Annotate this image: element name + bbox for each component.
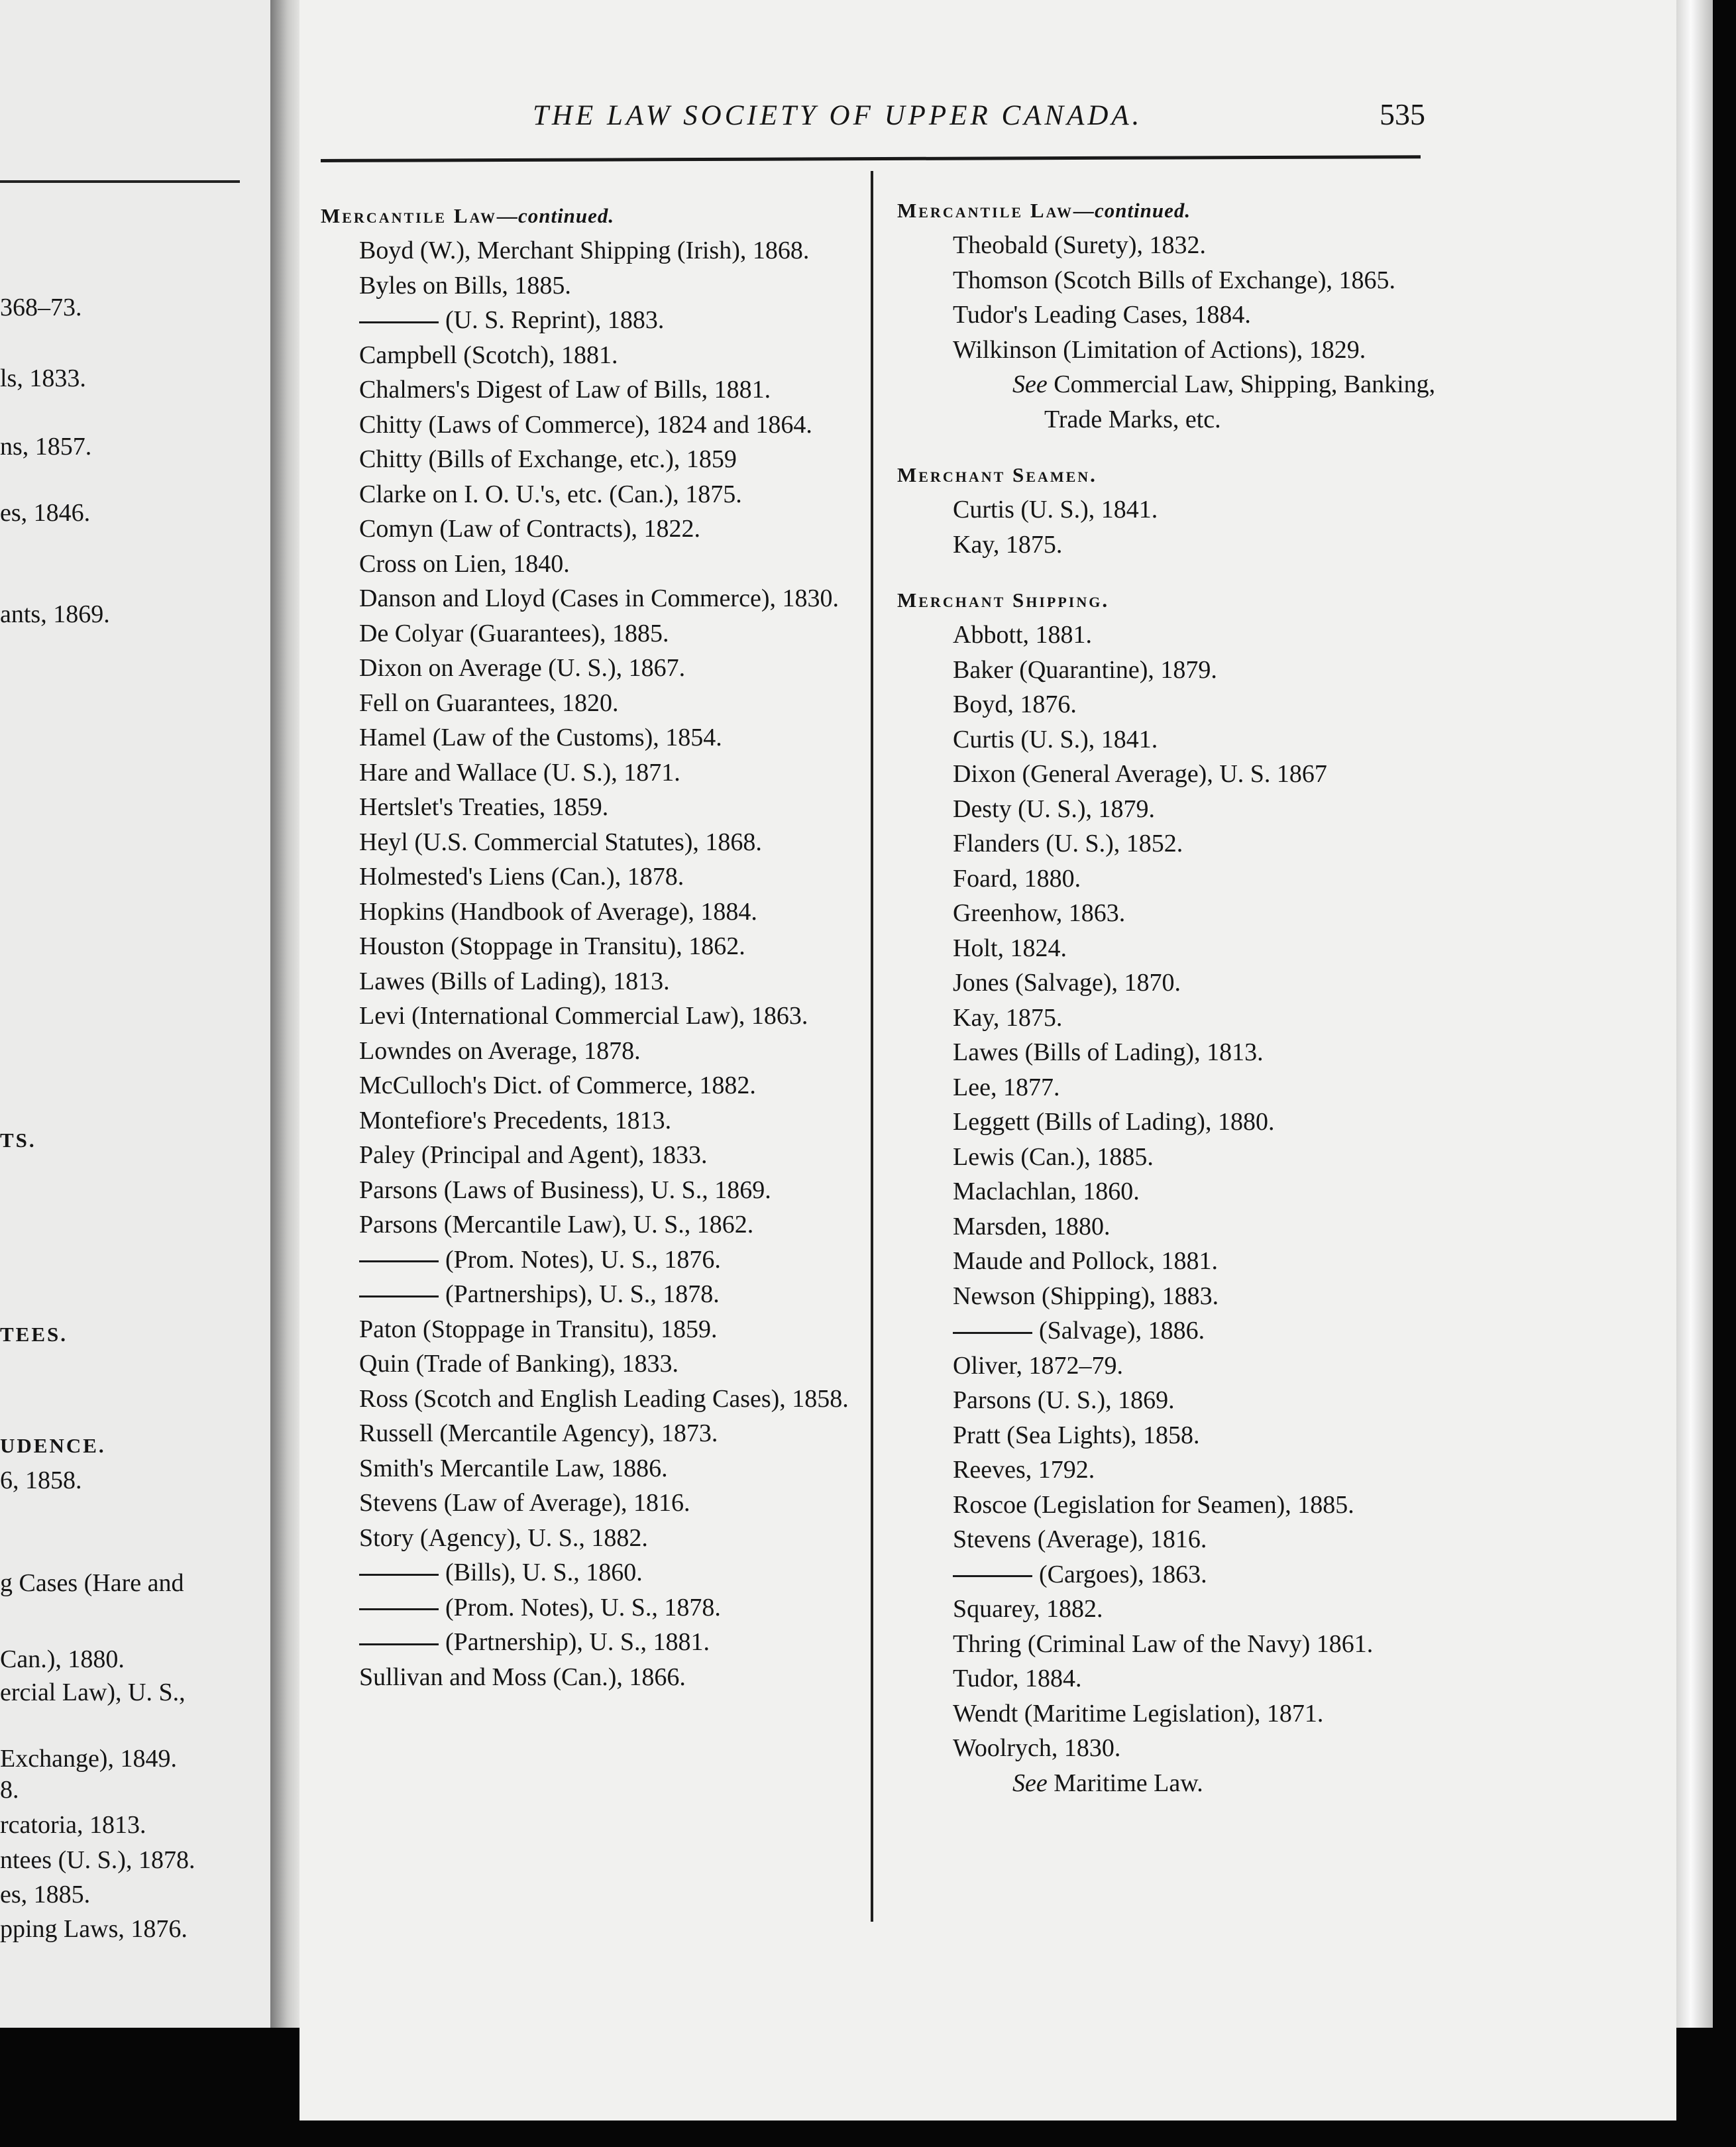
facing-page-text: rcatoria, 1813. <box>0 1811 146 1839</box>
list-item <box>897 687 1440 722</box>
entry-text: Tudor, 1884. <box>953 1665 1082 1692</box>
list-item <box>897 861 1440 897</box>
list-item <box>321 372 871 408</box>
book-gutter <box>270 0 299 2028</box>
entry-text: Parsons (Laws of Business), U. S., 1869. <box>359 1176 771 1204</box>
ditto-dash <box>359 321 439 323</box>
section-heading-mercantile-law: Mercantile Law—continued. <box>321 204 615 227</box>
list-item <box>897 333 1440 368</box>
list-item <box>321 1416 871 1451</box>
ditto-dash <box>359 1608 439 1610</box>
entry-text: Dixon on Average (U. S.), 1867. <box>359 654 686 682</box>
list-item <box>897 1522 1440 1557</box>
list-item <box>897 1383 1440 1418</box>
list-item <box>321 1312 871 1347</box>
list-item <box>321 616 871 651</box>
entry-text: Woolrych, 1830. <box>953 1734 1121 1762</box>
list-item <box>321 1555 871 1590</box>
list-item <box>897 492 1440 527</box>
entry-text: Russell (Mercantile Agency), 1873. <box>359 1419 718 1447</box>
running-header <box>299 93 1676 146</box>
list-item <box>897 298 1440 333</box>
list-item <box>897 1627 1440 1662</box>
entry-text: De Colyar (Guarantees), 1885. <box>359 619 669 647</box>
entry-text: Houston (Stoppage in Transitu), 1862. <box>359 932 745 960</box>
list-item <box>321 825 871 860</box>
list-item <box>321 999 871 1034</box>
list-item <box>897 826 1440 861</box>
list-item <box>321 233 871 268</box>
entry-text: Cross on Lien, 1840. <box>359 549 570 578</box>
list-item <box>321 1625 871 1660</box>
list-item <box>897 653 1440 688</box>
list-item <box>321 964 871 999</box>
entry-text: Flanders (U. S.), 1852. <box>953 830 1183 857</box>
list-item <box>897 792 1440 827</box>
entry-text: Montefiore's Precedents, 1813. <box>359 1106 672 1134</box>
list-item <box>321 1207 871 1242</box>
list-item <box>321 268 871 303</box>
list-item <box>897 527 1440 563</box>
facing-page-text: ns, 1857. <box>0 433 92 461</box>
list-item <box>321 1068 871 1103</box>
entry-text: Parsons (Mercantile Law), U. S., 1862. <box>359 1211 754 1239</box>
entry-text: Parsons (U. S.), 1869. <box>953 1386 1175 1414</box>
entry-text: Lawes (Bills of Lading), 1813. <box>359 967 670 995</box>
entry-text: Levi (International Commercial Law), 1863. <box>359 1002 808 1030</box>
list-item <box>897 263 1440 298</box>
ditto-dash <box>953 1575 1032 1577</box>
entry-text: Comyn (Law of Contracts), 1822. <box>359 515 701 543</box>
list-item <box>897 1209 1440 1244</box>
header-rule <box>321 155 1421 162</box>
entry-text: Kay, 1875. <box>953 1003 1063 1032</box>
entry-text: (Partnership), U. S., 1881. <box>445 1628 710 1656</box>
list-item <box>321 303 871 338</box>
list-item <box>321 686 871 721</box>
left-column <box>321 199 871 1694</box>
entry-text: Holmested's Liens (Can.), 1878. <box>359 863 684 891</box>
list-item <box>321 1660 871 1695</box>
right-column <box>897 193 1440 1800</box>
cross-reference: See Commercial Law, Shipping, Banking, Trade Marks, etc. <box>1012 370 1436 433</box>
list-item <box>321 1382 871 1417</box>
entry-text: Holt, 1824. <box>953 934 1067 962</box>
facing-page-fragment <box>0 0 270 2028</box>
list-item <box>897 1661 1440 1696</box>
list-item <box>321 1138 871 1173</box>
entry-text: Pratt (Sea Lights), 1858. <box>953 1421 1200 1449</box>
entry-text: Heyl (U.S. Commercial Statutes), 1868. <box>359 828 762 856</box>
entry-text: Wendt (Maritime Legislation), 1871. <box>953 1699 1324 1728</box>
list-item <box>897 1174 1440 1209</box>
entry-text: Smith's Mercantile Law, 1886. <box>359 1454 668 1482</box>
ditto-dash <box>953 1332 1032 1334</box>
entry-text: Clarke on I. O. U.'s, etc. (Can.), 1875. <box>359 480 742 508</box>
entry-text: Maclachlan, 1860. <box>953 1178 1140 1205</box>
list-item <box>321 1451 871 1486</box>
entry-text: Kay, 1875. <box>953 530 1063 559</box>
facing-page-text: ants, 1869. <box>0 600 110 628</box>
entry-text: (Prom. Notes), U. S., 1876. <box>445 1245 721 1274</box>
facing-page-text: g Cases (Hare and <box>0 1569 184 1597</box>
list-item <box>897 1313 1440 1349</box>
list-item <box>321 929 871 964</box>
facing-page-text: es, 1885. <box>0 1881 91 1908</box>
list-item <box>321 1486 871 1521</box>
entry-text: Reeves, 1792. <box>953 1456 1095 1484</box>
list-item <box>321 1347 871 1382</box>
ditto-dash <box>359 1643 439 1645</box>
list-item <box>897 1696 1440 1732</box>
list-item <box>321 895 871 930</box>
entry-text: Byles on Bills, 1885. <box>359 271 571 300</box>
entry-text: Leggett (Bills of Lading), 1880. <box>953 1108 1275 1136</box>
list-item <box>897 1140 1440 1175</box>
entry-text: McCulloch's Dict. of Commerce, 1882. <box>359 1072 756 1099</box>
entry-text: (U. S. Reprint), 1883. <box>445 306 665 334</box>
entry-text: Tudor's Leading Cases, 1884. <box>953 301 1251 329</box>
facing-page-text: Exchange), 1849. <box>0 1745 177 1773</box>
list-item <box>897 757 1440 792</box>
list-item <box>321 1242 871 1278</box>
facing-page-text: TEES. <box>0 1323 68 1346</box>
entry-text: Campbell (Scotch), 1881. <box>359 341 618 369</box>
facing-page-text: es, 1846. <box>0 499 91 527</box>
entry-text: (Bills), U. S., 1860. <box>445 1559 643 1586</box>
entry-text: Stevens (Average), 1816. <box>953 1525 1207 1553</box>
entry-text: Danson and Lloyd (Cases in Commerce), 1830. <box>359 584 839 612</box>
entry-text: Squarey, 1882. <box>953 1595 1103 1623</box>
entry-text: Lawes (Bills of Lading), 1813. <box>953 1038 1264 1066</box>
list-item <box>897 931 1440 966</box>
list-item <box>897 1244 1440 1279</box>
entry-text: Stevens (Law of Average), 1816. <box>359 1489 690 1517</box>
list-item <box>321 1034 871 1069</box>
entry-list <box>321 233 871 1694</box>
facing-page-text: TS. <box>0 1129 36 1152</box>
list-item <box>321 477 871 512</box>
list-item <box>321 581 871 616</box>
list-item <box>321 442 871 477</box>
entry-text: Paton (Stoppage in Transitu), 1859. <box>359 1315 718 1343</box>
entry-text: Sullivan and Moss (Can.), 1866. <box>359 1663 686 1691</box>
entry-text: Lee, 1877. <box>953 1073 1060 1101</box>
facing-page-text: pping Laws, 1876. <box>0 1915 188 1943</box>
entry-text: Hare and Wallace (U. S.), 1871. <box>359 758 680 787</box>
entry-text: Lewis (Can.), 1885. <box>953 1142 1154 1171</box>
list-item <box>321 338 871 373</box>
section-heading-mercantile-law-continued: Mercantile Law—continued. <box>897 199 1191 222</box>
entry-text: Fell on Guarantees, 1820. <box>359 688 619 717</box>
entry-text: Thomson (Scotch Bills of Exchange), 1865. <box>953 266 1396 294</box>
entry-text: Hertslet's Treaties, 1859. <box>359 793 609 821</box>
entry-text: Thring (Criminal Law of the Navy) 1861. <box>953 1629 1374 1658</box>
running-title: THE LAW SOCIETY OF UPPER CANADA. <box>533 100 1143 131</box>
list-item <box>897 228 1440 263</box>
entry-text: Paley (Principal and Agent), 1833. <box>359 1141 708 1169</box>
list-item <box>321 790 871 825</box>
entry-text: Greenhow, 1863. <box>953 899 1126 927</box>
page-edge <box>1676 0 1713 2028</box>
entry-text: Foard, 1880. <box>953 864 1081 893</box>
entry-text: Hamel (Law of the Customs), 1854. <box>359 724 722 751</box>
list-item <box>897 1070 1440 1105</box>
list-item <box>897 618 1440 653</box>
list-item <box>321 1173 871 1208</box>
entry-text: Theobald (Surety), 1832. <box>953 231 1207 259</box>
entry-text: Story (Agency), U. S., 1882. <box>359 1523 648 1552</box>
list-item <box>897 1279 1440 1314</box>
entry-text: Boyd (W.), Merchant Shipping (Irish), 1868. <box>359 237 810 264</box>
entry-list <box>897 228 1440 367</box>
list-item <box>897 1105 1440 1140</box>
entry-list <box>897 492 1440 562</box>
list-item <box>897 1592 1440 1627</box>
entry-text: Baker (Quarantine), 1879. <box>953 655 1217 684</box>
list-item <box>321 651 871 686</box>
entry-text: Chitty (Bills of Exchange, etc.), 1859 <box>359 445 737 473</box>
list-item <box>321 408 871 443</box>
facing-page-header-rule <box>0 180 240 183</box>
facing-page-text: 368–73. <box>0 294 82 321</box>
list-item <box>897 1488 1440 1523</box>
entry-text: Oliver, 1872–79. <box>953 1351 1124 1380</box>
list-item <box>897 1349 1440 1384</box>
cross-reference: See Maritime Law. <box>1012 1769 1203 1797</box>
section-heading-merchant-seamen: Merchant Seamen. <box>897 463 1097 486</box>
entry-text: Quin (Trade of Banking), 1833. <box>359 1350 678 1378</box>
facing-page-text: Can.), 1880. <box>0 1645 125 1673</box>
entry-text: (Cargoes), 1863. <box>1039 1560 1207 1588</box>
entry-list <box>897 618 1440 1766</box>
list-item <box>897 722 1440 757</box>
list-item <box>321 1590 871 1625</box>
entry-text: Dixon (General Average), U. S. 1867 <box>953 760 1327 788</box>
entry-text: Hopkins (Handbook of Average), 1884. <box>359 897 757 926</box>
list-item <box>897 965 1440 1001</box>
entry-text: Boyd, 1876. <box>953 690 1077 718</box>
column-divider <box>871 171 873 1922</box>
facing-page-text: 6, 1858. <box>0 1466 82 1494</box>
facing-page-text: 8. <box>0 1776 19 1804</box>
list-item <box>897 1035 1440 1070</box>
list-item <box>897 1453 1440 1488</box>
entry-text: Newson (Shipping), 1883. <box>953 1282 1219 1310</box>
list-item <box>321 720 871 755</box>
list-item <box>321 547 871 582</box>
list-item <box>321 512 871 547</box>
entry-text: Curtis (U. S.), 1841. <box>953 496 1158 523</box>
list-item <box>321 1521 871 1556</box>
ditto-dash <box>359 1295 439 1297</box>
ditto-dash <box>359 1574 439 1576</box>
facing-page-text: ntees (U. S.), 1878. <box>0 1846 195 1874</box>
list-item <box>897 1001 1440 1036</box>
entry-text: Abbott, 1881. <box>953 621 1093 649</box>
entry-text: Jones (Salvage), 1870. <box>953 969 1181 997</box>
list-item <box>897 1731 1440 1766</box>
facing-page-text: ercial Law), U. S., <box>0 1679 186 1706</box>
entry-text: Marsden, 1880. <box>953 1212 1111 1240</box>
list-item <box>321 755 871 791</box>
list-item <box>321 1277 871 1312</box>
main-page <box>299 0 1676 2120</box>
entry-text: Roscoe (Legislation for Seamen), 1885. <box>953 1490 1354 1519</box>
entry-text: Curtis (U. S.), 1841. <box>953 725 1158 753</box>
entry-text: Lowndes on Average, 1878. <box>359 1036 641 1065</box>
list-item <box>321 1103 871 1138</box>
entry-text: (Partnerships), U. S., 1878. <box>445 1280 720 1308</box>
entry-text: Chalmers's Digest of Law of Bills, 1881. <box>359 376 771 404</box>
section-heading-merchant-shipping: Merchant Shipping. <box>897 588 1110 612</box>
entry-text: Wilkinson (Limitation of Actions), 1829. <box>953 335 1366 364</box>
entry-text: Ross (Scotch and English Leading Cases), 1858. <box>359 1384 849 1413</box>
entry-text: (Prom. Notes), U. S., 1878. <box>445 1593 721 1622</box>
entry-text: Desty (U. S.), 1879. <box>953 795 1156 823</box>
list-item <box>321 859 871 895</box>
list-item <box>897 1557 1440 1592</box>
facing-page-text: UDENCE. <box>0 1434 106 1457</box>
facing-page-text: ls, 1833. <box>0 364 86 392</box>
ditto-dash <box>359 1260 439 1262</box>
entry-text: Maude and Pollock, 1881. <box>953 1247 1219 1275</box>
entry-text: Chitty (Laws of Commerce), 1824 and 1864. <box>359 410 812 439</box>
page-number: 535 <box>1380 97 1425 131</box>
list-item <box>897 1418 1440 1453</box>
list-item <box>897 896 1440 931</box>
entry-text: (Salvage), 1886. <box>1039 1317 1205 1345</box>
